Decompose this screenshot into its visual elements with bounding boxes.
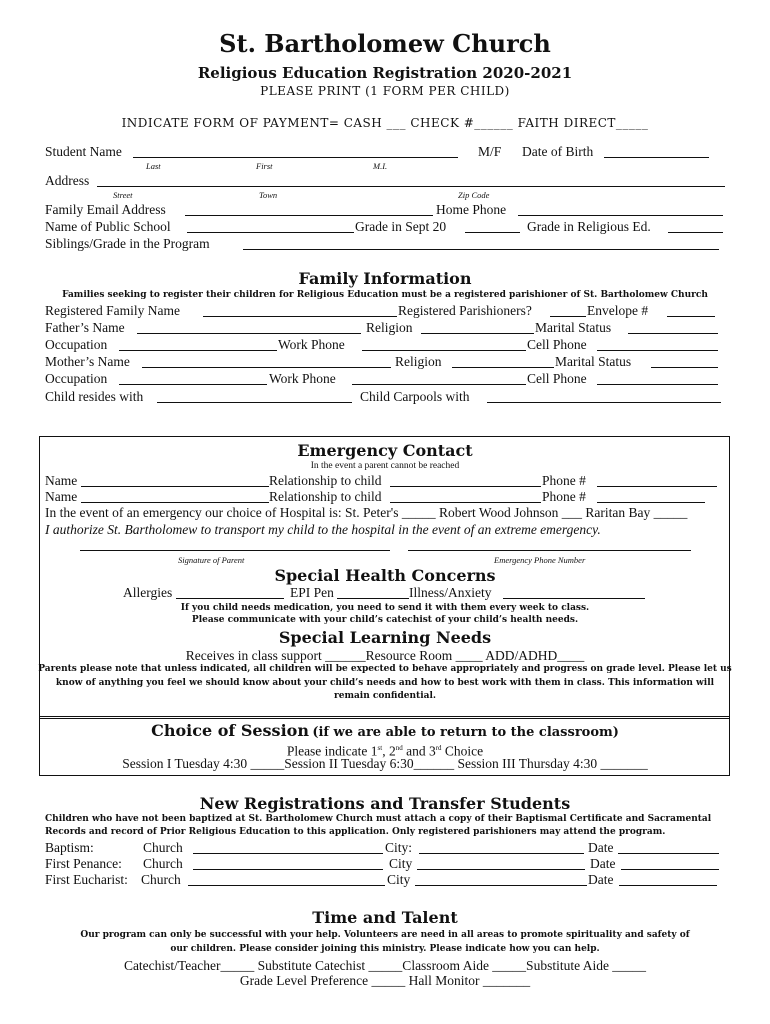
volunteer-options-1[interactable]: Catechist/Teacher_____ Substitute Catechist _____Classroom Aide _____Substitute Aide _____: [123, 958, 647, 973]
public-school-field[interactable]: [187, 232, 354, 233]
father-name-label: Father’s Name: [45, 320, 125, 335]
mother-marital-field[interactable]: [651, 367, 718, 368]
penance-church-label: Church: [143, 856, 183, 871]
siblings-row: [45, 236, 725, 252]
baptism-city-field[interactable]: [419, 853, 584, 854]
learning-note-2: know of anything you feel we should know about your child’s needs and how to best work with them in class. This information will: [55, 678, 715, 688]
health-row: [45, 585, 725, 601]
penance-row: [45, 856, 725, 872]
address-row: [45, 173, 725, 189]
indicate-post: Choice: [441, 743, 484, 759]
grade-sept-field[interactable]: [465, 232, 520, 233]
father-marital-field[interactable]: [628, 333, 718, 334]
resides-label: Child resides with: [45, 389, 144, 404]
mother-marital-label: Marital Status: [555, 354, 632, 369]
learning-note-1: Parents please note that unless indicated, all children will be expected to behave appropriately and progress on grade level. Please let us: [38, 664, 732, 674]
communicate-note: Please communicate with your child’s catechist of your child’s health needs.: [191, 615, 579, 625]
father-cell-field[interactable]: [597, 350, 718, 351]
public-school-label: Name of Public School: [45, 219, 171, 234]
eucharist-church-field[interactable]: [188, 885, 385, 886]
reg-family-field[interactable]: [203, 316, 397, 317]
mother-name-label: Mother’s Name: [45, 354, 130, 369]
email-row: [45, 202, 725, 218]
emergency-heading: Emergency Contact: [297, 441, 473, 460]
indicate-pre: Please indicate 1: [286, 743, 378, 759]
session-heading-line: [0, 721, 770, 741]
medication-note: If you child needs medication, you need to send it with them every week to class.: [180, 603, 590, 613]
learning-support-options[interactable]: Receives in class support ______Resource Room ____ ADD/ADHD____: [185, 648, 585, 663]
student-name-field[interactable]: [133, 157, 458, 158]
first-caption: First: [256, 161, 273, 171]
mi-caption: M.I.: [373, 161, 388, 171]
learning-note-3: remain confidential.: [333, 691, 436, 701]
contact1-phone-field[interactable]: [597, 486, 717, 487]
emergency-phone-field[interactable]: [408, 550, 691, 551]
new-registrations-note-2: Records and record of Prior Religious Education to this application. Only registered parishioners may attend the program.: [45, 827, 666, 837]
reg-family-label: Registered Family Name: [45, 303, 180, 318]
time-talent-note-2: our children. Please consider joining this ministry. Please indicate how you can help.: [170, 944, 600, 954]
grade-religious-field[interactable]: [668, 232, 723, 233]
penance-church-field[interactable]: [193, 869, 383, 870]
carpools-field[interactable]: [487, 402, 721, 403]
mf-label: M/F: [478, 144, 502, 159]
contact2-relationship-label: Relationship to child: [269, 489, 382, 504]
contact1-phone-label: Phone #: [542, 473, 586, 488]
session-options[interactable]: Session I Tuesday 4:30 _____Session II Tuesday 6:30______ Session III Thursday 4:30 _______: [122, 756, 648, 771]
sup-second: nd: [395, 744, 403, 752]
allergies-label: Allergies: [123, 585, 173, 600]
print-instruction: PLEASE PRINT (1 FORM PER CHILD): [260, 84, 510, 98]
father-name-field[interactable]: [137, 333, 361, 334]
dob-field[interactable]: [604, 157, 709, 158]
father-occupation-row: [45, 337, 725, 353]
email-label: Family Email Address: [45, 202, 166, 217]
eucharist-date-label: Date: [588, 872, 614, 887]
mother-occupation-field[interactable]: [119, 384, 267, 385]
penance-city-label: City: [389, 856, 413, 871]
student-name-label: Student Name: [45, 144, 122, 159]
sup-third: rd: [435, 744, 442, 752]
allergies-field[interactable]: [176, 598, 284, 599]
baptism-city-label: City:: [385, 840, 413, 855]
baptism-row: [45, 840, 725, 856]
home-phone-label: Home Phone: [436, 202, 507, 217]
sup-first: st: [377, 744, 383, 752]
siblings-label: Siblings/Grade in the Program: [45, 236, 210, 251]
penance-city-field[interactable]: [417, 869, 585, 870]
mother-cell-field[interactable]: [597, 384, 718, 385]
reg-parishioners-field[interactable]: [550, 316, 586, 317]
session-heading: Choice of Session: [151, 721, 309, 740]
family-note: Families seeking to register their children for Religious Education must be a registered parishioner of St. Bartholomew Church: [62, 290, 708, 300]
baptism-church-label: Church: [143, 840, 183, 855]
father-cell-label: Cell Phone: [527, 337, 587, 352]
mother-name-field[interactable]: [142, 367, 391, 368]
mother-row: [45, 354, 725, 370]
mother-work-phone-label: Work Phone: [269, 371, 336, 386]
father-row: [45, 320, 725, 336]
contact2-name-field[interactable]: [81, 502, 269, 503]
father-religion-field[interactable]: [421, 333, 534, 334]
emergency-contact-row-2: [45, 489, 725, 505]
family-heading: Family Information: [298, 269, 472, 288]
mother-religion-field[interactable]: [452, 367, 554, 368]
contact1-relationship-label: Relationship to child: [269, 473, 382, 488]
illness-label: Illness/Anxiety: [409, 585, 492, 600]
epi-field[interactable]: [337, 598, 409, 599]
signature-caption: Signature of Parent: [178, 555, 245, 565]
mother-cell-label: Cell Phone: [527, 371, 587, 386]
new-registrations-note-1: Children who have not been baptized at St. Bartholomew Church must attach a copy of their Baptismal Certificate and Sacramental: [45, 814, 712, 824]
father-occupation-field[interactable]: [119, 350, 277, 351]
contact1-relationship-field[interactable]: [390, 486, 541, 487]
form-subtitle: Religious Education Registration 2020-2021: [197, 64, 573, 82]
time-talent-note-1: Our program can only be successful with your help. Volunteers are need in all areas to promote spirituality and safety of: [80, 930, 690, 940]
last-caption: Last: [146, 161, 161, 171]
health-heading: Special Health Concerns: [274, 566, 496, 585]
contact2-name-label: Name: [45, 489, 78, 504]
grade-sept-label: Grade in Sept 20: [355, 219, 447, 234]
father-work-phone-label: Work Phone: [278, 337, 345, 352]
town-caption: Town: [259, 190, 278, 200]
address-field[interactable]: [97, 186, 725, 187]
father-marital-label: Marital Status: [535, 320, 612, 335]
envelope-label: Envelope #: [587, 303, 649, 318]
eucharist-city-label: City: [387, 872, 411, 887]
baptism-church-field[interactable]: [193, 853, 383, 854]
envelope-field[interactable]: [667, 316, 715, 317]
street-caption: Street: [113, 190, 133, 200]
dob-label: Date of Birth: [522, 144, 594, 159]
address-label: Address: [45, 173, 90, 188]
mother-occupation-row: [45, 371, 725, 387]
epi-label: EPI Pen: [290, 585, 334, 600]
page-title: St. Bartholomew Church: [219, 29, 551, 58]
eucharist-row: [45, 872, 725, 888]
payment-line: INDICATE FORM OF PAYMENT= CASH ___ CHECK #______ FAITH DIRECT_____: [121, 116, 649, 130]
contact1-name-label: Name: [45, 473, 78, 488]
emergency-phone-caption: Emergency Phone Number: [494, 555, 586, 565]
mother-work-phone-field[interactable]: [352, 384, 526, 385]
resides-field[interactable]: [157, 402, 352, 403]
time-talent-heading: Time and Talent: [312, 908, 458, 927]
reg-parishioners-label: Registered Parishioners?: [398, 303, 532, 318]
emergency-contact-row-1: [45, 473, 725, 489]
grade-religious-label: Grade in Religious Ed.: [527, 219, 651, 234]
eucharist-city-field[interactable]: [415, 885, 587, 886]
indicate-sep1: , 2: [382, 743, 396, 759]
eucharist-label: First Eucharist:: [45, 872, 128, 887]
home-phone-field[interactable]: [518, 215, 723, 216]
session-heading-note: (if we are able to return to the classroom): [312, 725, 619, 740]
siblings-field[interactable]: [243, 249, 719, 250]
baptism-label: Baptism:: [45, 840, 94, 855]
mother-occupation-label: Occupation: [45, 371, 108, 386]
baptism-date-label: Date: [588, 840, 614, 855]
eucharist-church-label: Church: [141, 872, 181, 887]
father-work-phone-field[interactable]: [362, 350, 526, 351]
indicate-sep2: and 3: [402, 743, 436, 759]
penance-label: First Penance:: [45, 856, 122, 871]
parent-signature-field[interactable]: [80, 550, 390, 551]
baptism-date-field[interactable]: [618, 853, 719, 854]
father-religion-label: Religion: [366, 320, 413, 335]
email-field[interactable]: [185, 215, 433, 216]
contact2-relationship-field[interactable]: [390, 502, 541, 503]
illness-field[interactable]: [503, 598, 645, 599]
contact2-phone-field[interactable]: [597, 502, 705, 503]
school-row: [45, 219, 725, 235]
registered-name-row: [45, 303, 725, 319]
penance-date-label: Date: [590, 856, 616, 871]
contact1-name-field[interactable]: [81, 486, 269, 487]
penance-date-field[interactable]: [621, 869, 719, 870]
father-occupation-label: Occupation: [45, 337, 108, 352]
carpools-label: Child Carpools with: [360, 389, 470, 404]
mother-religion-label: Religion: [395, 354, 442, 369]
hospital-choice[interactable]: In the event of an emergency our choice of Hospital is: St. Peter's _____ Robert Wood Johnson ___ Raritan Bay _____: [45, 505, 688, 520]
eucharist-date-field[interactable]: [619, 885, 717, 886]
zip-caption: Zip Code: [458, 190, 490, 200]
volunteer-options-2[interactable]: Grade Level Preference _____ Hall Monitor _______: [239, 973, 531, 988]
contact2-phone-label: Phone #: [542, 489, 586, 504]
student-name-row: [45, 144, 725, 160]
resides-row: [45, 389, 725, 405]
transport-authorization: I authorize St. Bartholomew to transport my child to the hospital in the event of an extreme emergency.: [45, 522, 601, 537]
emergency-subheading: In the event a parent cannot be reached: [310, 461, 460, 471]
new-registrations-heading: New Registrations and Transfer Students: [199, 794, 571, 813]
learning-heading: Special Learning Needs: [278, 628, 492, 647]
